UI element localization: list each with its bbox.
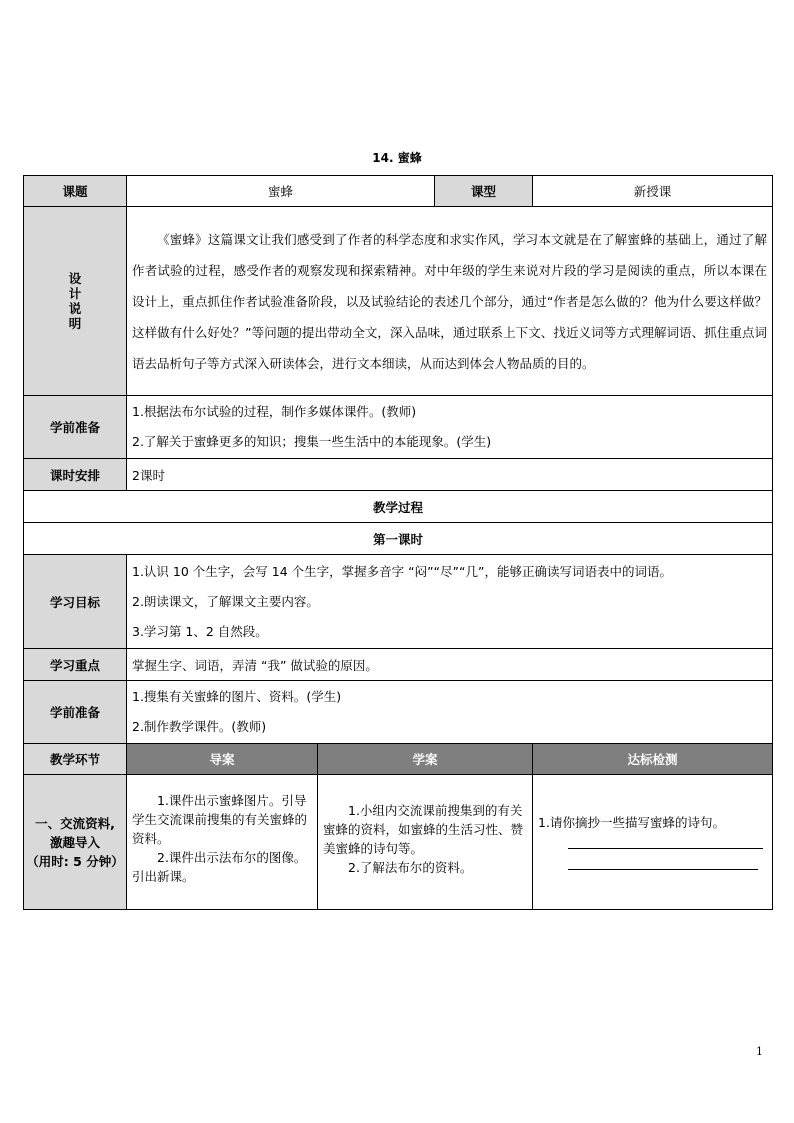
goals-content bbox=[127, 555, 773, 649]
lesson-plan-table bbox=[23, 175, 773, 910]
schedule-label: 课时安排 bbox=[24, 459, 127, 491]
design-label-char: 设 bbox=[68, 271, 82, 286]
stage-1-study bbox=[318, 775, 533, 910]
prep2-item: 1.搜集有关蜜蜂的图片、资料。(学生) bbox=[132, 689, 342, 704]
design-label bbox=[24, 207, 127, 396]
topic-row bbox=[24, 176, 773, 207]
focus-label: 学习重点 bbox=[24, 649, 127, 681]
focus-value: 掌握生字、词语，弄清 “我” 做试验的原因。 bbox=[127, 649, 773, 681]
schedule-value: 2课时 bbox=[127, 459, 773, 491]
goal-item: 3.学习第 1、2 自然段。 bbox=[132, 623, 268, 639]
design-label-char: 说 bbox=[68, 301, 82, 316]
stage-1-line: 一、交流资料, bbox=[35, 815, 115, 831]
focus-row bbox=[24, 649, 773, 681]
columns-header-row bbox=[24, 744, 773, 775]
design-label-char: 明 bbox=[68, 316, 82, 331]
prep-row bbox=[24, 396, 773, 459]
page-number: 1 bbox=[756, 1045, 763, 1058]
process-title: 教学过程 bbox=[24, 491, 773, 523]
answer-blank-line bbox=[568, 848, 763, 849]
topic-value: 蜜蜂 bbox=[127, 176, 435, 207]
process-title-row bbox=[24, 491, 773, 523]
goal-item: 1.认识 10 个生字，会写 14 个生字，掌握多音字 “闷”“尽”“几”，能够正确读写词语表中的词语。 bbox=[132, 563, 672, 579]
goals-row bbox=[24, 555, 773, 649]
col-stage-header: 教学环节 bbox=[24, 744, 127, 775]
prep2-row bbox=[24, 681, 773, 744]
stage-1-line: 激趣导入 bbox=[49, 834, 100, 850]
prep2-content bbox=[127, 681, 773, 744]
prep-item: 1.根据法布尔试验的过程，制作多媒体课件。(教师) bbox=[132, 404, 417, 419]
study-item: 1.小组内交流课前搜集到的有关蜜蜂的资料，如蜜蜂的生活习性、赞美蜜蜂的诗句等。 bbox=[323, 803, 524, 856]
type-label: 课型 bbox=[435, 176, 533, 207]
design-label-char: 计 bbox=[68, 286, 82, 301]
prep2-item: 2.制作教学课件。(教师) bbox=[132, 719, 267, 734]
stage-1-guide bbox=[127, 775, 318, 910]
document-title: 14. 蜜蜂 bbox=[372, 151, 422, 165]
design-row bbox=[24, 207, 773, 396]
lesson-title-row bbox=[24, 523, 773, 555]
col-guide-header: 导案 bbox=[127, 744, 318, 775]
guide-item: 1.课件出示蜜蜂图片。引导学生交流课前搜集的有关蜜蜂的资料。 bbox=[132, 793, 308, 846]
answer-blank-line bbox=[568, 869, 758, 870]
type-value: 新授课 bbox=[533, 176, 773, 207]
prep-item: 2.了解关于蜜蜂更多的知识；搜集一些生活中的本能现象。(学生) bbox=[132, 434, 492, 449]
stage-1-label bbox=[24, 775, 127, 910]
design-text: 《蜜蜂》这篇课文让我们感受到了作者的科学态度和求实作风，学习本文就是在了解蜜蜂的基础上，通过了解作者试验的过程，感受作者的观察发现和探索精神。对中年级的学生来说对片段的学习是阅读的重点，所以本课在设计上，重点抓住作者试验准备阶段，以及试验结论的表述几个部分，通过“作者是怎么做的？他为什么要这样做？这样做有什么好处？”等问题的提出带动全文，深入品味，通过联系上下文、找近义词等方式理解词语、抓住重点词语去品析句子等方式深入研读体会，进行文本细读，从而达到体会人物品质的目的。 bbox=[127, 207, 773, 396]
check-item: 1.请你摘抄一些描写蜜蜂的诗句。 bbox=[538, 815, 725, 830]
topic-label: 课题 bbox=[24, 176, 127, 207]
schedule-row bbox=[24, 459, 773, 491]
study-item: 2.了解法布尔的资料。 bbox=[348, 860, 473, 875]
goal-item: 2.朗读课文，了解课文主要内容。 bbox=[132, 593, 319, 609]
goals-label: 学习目标 bbox=[24, 555, 127, 649]
stage-1-line: （用时: 5 分钟） bbox=[26, 853, 124, 869]
prep-content bbox=[127, 396, 773, 459]
lesson-title: 第一课时 bbox=[24, 523, 773, 555]
prep-label: 学前准备 bbox=[24, 396, 127, 459]
col-check-header: 达标检测 bbox=[533, 744, 773, 775]
stage-1-check bbox=[533, 775, 773, 910]
prep2-label: 学前准备 bbox=[24, 681, 127, 744]
guide-item: 2.课件出示法布尔的图像。引出新课。 bbox=[132, 850, 307, 884]
col-study-header: 学案 bbox=[318, 744, 533, 775]
stage-row-1 bbox=[24, 775, 773, 910]
